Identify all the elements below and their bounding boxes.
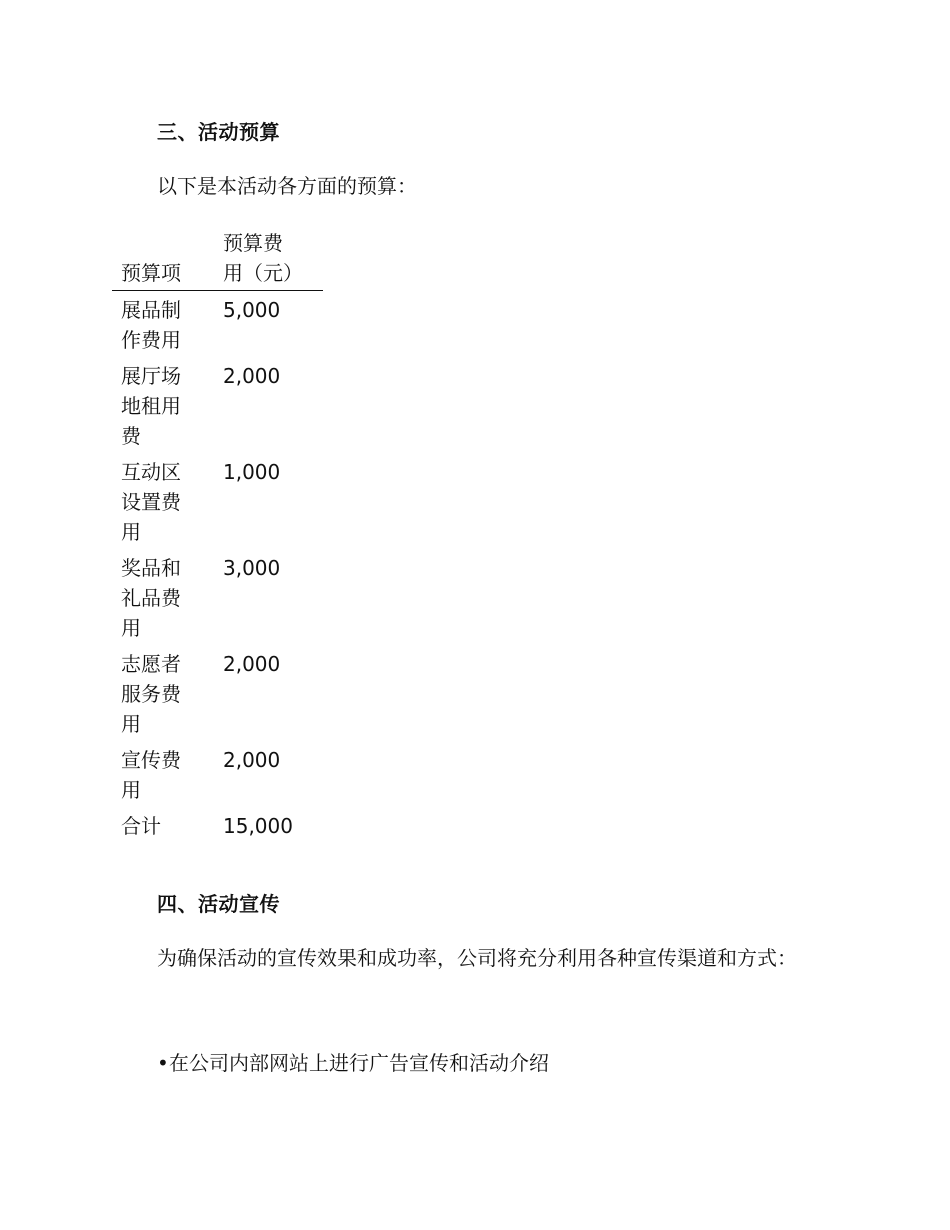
section-heading-budget: 三、活动预算 bbox=[157, 120, 280, 144]
budget-total-label: 合计 bbox=[121, 814, 161, 838]
budget-cost-cell: 2,000 bbox=[223, 364, 281, 388]
table-row bbox=[112, 291, 323, 358]
budget-item-cell: 展品制作费用 bbox=[121, 298, 181, 352]
budget-total-value: 15,000 bbox=[223, 814, 293, 838]
budget-cost-cell: 2,000 bbox=[223, 652, 281, 676]
budget-item-cell: 奖品和礼品费用 bbox=[121, 556, 181, 640]
budget-cost-cell: 1,000 bbox=[223, 460, 281, 484]
bullet-text: 在公司内部网站上进行广告宣传和活动介绍 bbox=[169, 1051, 549, 1075]
budget-intro-paragraph: 以下是本活动各方面的预算： bbox=[157, 174, 417, 198]
table-row bbox=[112, 453, 323, 549]
header-budget-cost-label: 预算费用（元） bbox=[223, 231, 303, 285]
table-header-row bbox=[112, 228, 323, 291]
budget-item-cell: 宣传费用 bbox=[121, 748, 181, 802]
budget-table bbox=[112, 228, 323, 843]
budget-item-cell: 互动区设置费用 bbox=[121, 460, 181, 544]
table-total-row bbox=[112, 807, 323, 843]
promotion-intro-paragraph: 为确保活动的宣传效果和成功率，公司将充分利用各种宣传渠道和方式： bbox=[157, 946, 797, 970]
list-item bbox=[157, 1047, 549, 1076]
bullet-marker: • bbox=[157, 1051, 169, 1075]
budget-item-cell: 志愿者服务费用 bbox=[121, 652, 181, 736]
section-heading-promotion: 四、活动宣传 bbox=[157, 892, 280, 916]
table-row bbox=[112, 357, 323, 453]
table-row bbox=[112, 645, 323, 741]
header-budget-cost bbox=[199, 228, 323, 291]
budget-cost-cell: 3,000 bbox=[223, 556, 281, 580]
budget-cost-cell: 2,000 bbox=[223, 748, 281, 772]
budget-item-cell: 展厅场地租用费 bbox=[121, 364, 181, 448]
table-row bbox=[112, 549, 323, 645]
header-budget-item: 预算项 bbox=[112, 228, 199, 291]
table-row bbox=[112, 741, 323, 807]
budget-cost-cell: 5,000 bbox=[223, 298, 281, 322]
